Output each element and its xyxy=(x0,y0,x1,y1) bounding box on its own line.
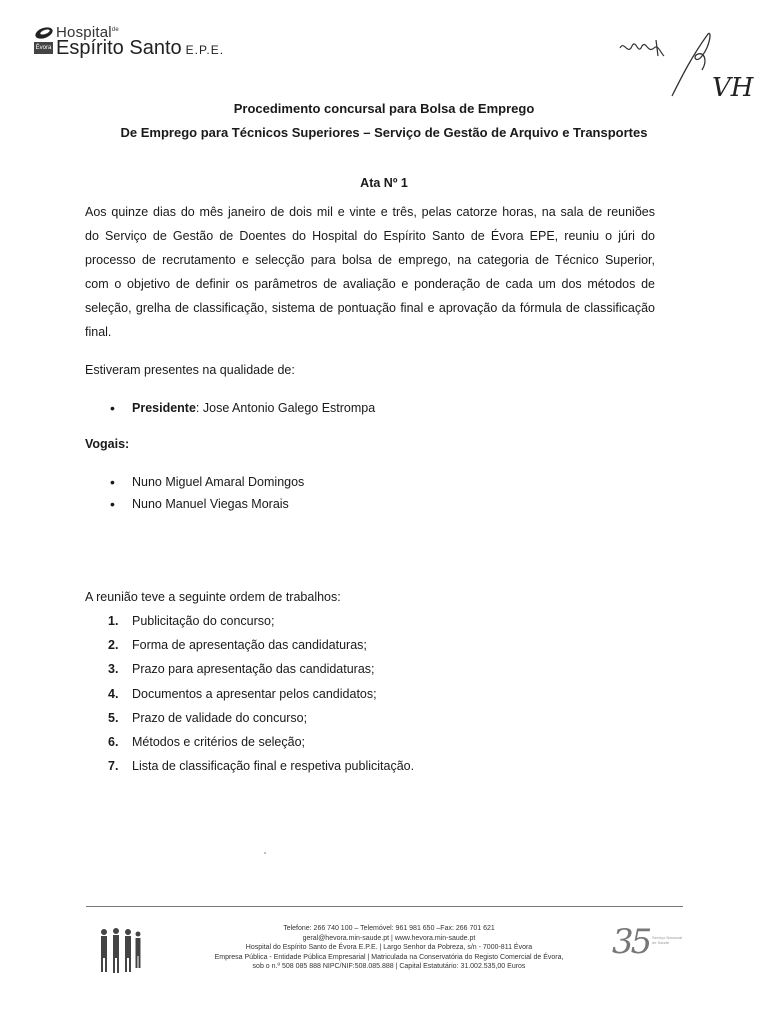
president-list xyxy=(110,397,375,419)
intro-line: processo de recrutamento e selecção para bolsa de emprego, na categoria de Técnico Superior, xyxy=(85,253,655,267)
vogais-list xyxy=(110,471,304,515)
footer-figures-logo-icon xyxy=(96,926,144,976)
agenda-label: A reunião teve a seguinte ordem de trabalhos: xyxy=(85,590,341,604)
agenda-item: 6. Métodos e critérios de seleção; xyxy=(108,734,306,749)
footer-contact xyxy=(150,924,628,972)
anniversary-number: 35 xyxy=(612,922,650,962)
hospital-logo xyxy=(34,24,224,58)
president-item xyxy=(110,397,375,419)
intro-line: final. xyxy=(85,325,112,339)
anniversary-caption: Serviço Nacional de Saúde xyxy=(652,935,683,945)
signature-initials: VH xyxy=(712,73,754,103)
agenda-item: 3. Prazo para apresentação das candidaturas; xyxy=(108,662,375,677)
agenda-item: 2. Forma de apresentação das candidaturas; xyxy=(108,638,367,653)
vogal-item: • Nuno Miguel Amaral Domingos xyxy=(110,471,304,493)
intro-line: do Serviço de Gestão de Doentes do Hospital do Espírito Santo de Évora EPE, reuniu o júri do xyxy=(85,229,655,243)
logo-hospital-text: Hospital$^{de}$ xyxy=(56,24,119,41)
logo-name: Espírito Santo E.P.E. xyxy=(56,37,225,59)
vogal-item: • Nuno Manuel Viegas Morais xyxy=(110,493,304,515)
footer-line: Hospital do Espírito Santo de Évora E.P.E. | Largo Senhor da Pobreza, s/n - 7000-811 Évora xyxy=(245,944,533,951)
logo-evora-tag: Évora xyxy=(34,42,53,54)
president-name: : Jose Antonio Galego Estrompa xyxy=(195,401,376,415)
vogais-label: Vogais: xyxy=(85,437,130,451)
intro-line: seleção, grelha de classificação, sistema de pontuação final e aprovação da fórmula de classificação xyxy=(85,301,655,315)
document-subtitle: De Emprego para Técnicos Superiores – Serviço de Gestão de Arquivo e Transportes xyxy=(120,125,648,140)
president-role: Presidente xyxy=(132,401,196,415)
logo-leaf-icon xyxy=(34,26,54,40)
intro-line: Aos quinze dias do mês janeiro de dois mil e vinte e três, pelas catorze horas, na sala de reuniões xyxy=(85,205,655,219)
intro-line: com o objetivo de definir os parâmetros de avaliação e ponderação de cada um dos métodos de xyxy=(85,277,655,291)
footer-line: geral@hevora.min-saude.pt | www.hevora.min-saude.pt xyxy=(302,934,476,942)
ata-number: Ata Nº 1 xyxy=(360,176,408,190)
footer-line: Empresa Pública - Entidade Pública Empresarial | Matriculada na Conservatória do Registo Comercial de Évora, xyxy=(214,953,564,961)
agenda-item: 1. Publicitação do concurso; xyxy=(108,614,275,628)
agenda-item: 5. Prazo de validade do concurso; xyxy=(108,710,308,725)
anniversary-logo xyxy=(612,922,684,970)
agenda-item: 4. Documentos a apresentar pelos candidatos; xyxy=(108,686,377,701)
footer-line: Telefone: 266 740 100 – Telemóvel: 961 981 650 –Fax: 266 701 621 xyxy=(283,925,495,932)
document-title: Procedimento concursal para Bolsa de Emprego xyxy=(233,101,535,116)
footer-divider xyxy=(86,906,683,907)
agenda-item: 7. Lista de classificação final e respetiva publicitação. xyxy=(108,759,415,774)
agenda-list xyxy=(108,609,414,778)
intro-paragraph xyxy=(85,200,655,344)
presence-label: Estiveram presentes na qualidade de: xyxy=(85,363,295,377)
footer-line: sob o n.º 508 085 888 NIPC/NIF:508.085.888 | Capital Estatutário: 31.002.535,00 Euros xyxy=(252,963,526,970)
scan-speck xyxy=(264,852,266,854)
handwritten-signatures xyxy=(612,26,762,106)
